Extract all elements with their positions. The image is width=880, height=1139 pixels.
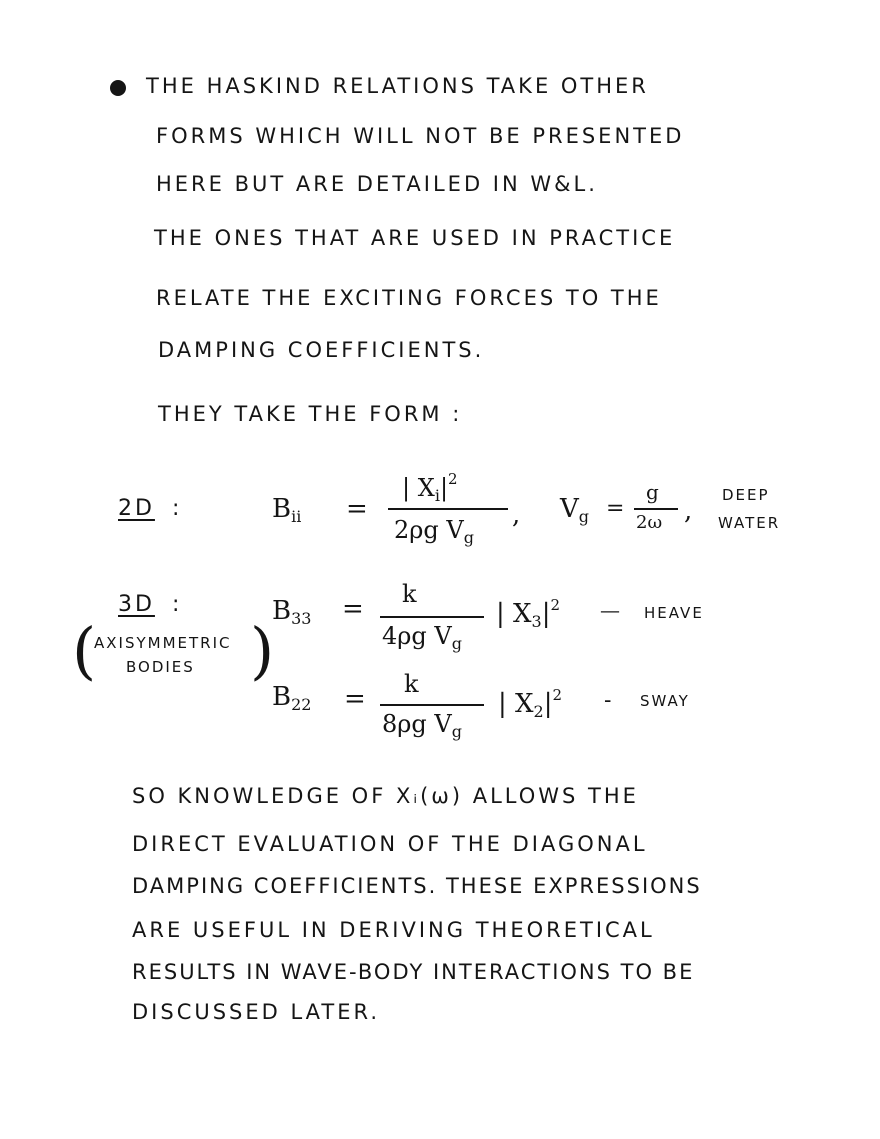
sway-den-subscript: g [451, 722, 462, 741]
text-line: DAMPING COEFFICIENTS. [158, 338, 485, 362]
sway-dash: - [604, 688, 612, 713]
b-22 [272, 682, 311, 714]
fraction-line [388, 508, 508, 510]
sway-numerator: k [404, 670, 419, 698]
sway-x2 [498, 686, 562, 721]
x-i-subscript: i [434, 486, 440, 505]
heave-den-text: 4ρg V [382, 622, 452, 650]
v-g-equals: = [606, 496, 625, 521]
label-3d-colon: : [172, 592, 183, 617]
deep-label: DEEP [722, 486, 770, 504]
heave-denominator [382, 622, 462, 653]
x-i-magnitude: | X [402, 474, 435, 502]
heave-equals: = [342, 594, 364, 624]
label-2d-colon: : [172, 496, 183, 521]
text-line: DISCUSSED LATER. [132, 1000, 381, 1024]
heave-numerator: k [402, 580, 417, 608]
b-ii [272, 494, 301, 526]
denominator-subscript: g [463, 528, 474, 547]
b-22-subscript: 22 [291, 695, 312, 714]
comma: , [512, 500, 521, 530]
fraction-numerator [402, 470, 458, 505]
b-33-symbol: B [272, 596, 292, 626]
x3-exponent: 2 [550, 596, 561, 614]
text-line: FORMS WHICH WILL NOT BE PRESENTED [156, 124, 685, 148]
b-33 [272, 596, 311, 628]
right-paren: ) [250, 614, 275, 687]
v-g-fraction-line [634, 508, 678, 510]
text-line: THE ONES THAT ARE USED IN PRACTICE [154, 226, 676, 250]
v-g-symbol: V [560, 494, 579, 524]
text-line: RESULTS IN WAVE-BODY INTERACTIONS TO BE [132, 960, 695, 984]
equals-sign: = [346, 494, 368, 524]
text-line: THE HASKIND RELATIONS TAKE OTHER [146, 74, 649, 98]
sway-denominator [382, 710, 462, 741]
bodies-label: BODIES [126, 658, 195, 676]
v-g-numerator: g [646, 480, 659, 504]
text-line: SO KNOWLEDGE OF Xᵢ(ω) ALLOWS THE [132, 784, 639, 808]
denominator-text: 2ρg V [394, 516, 464, 544]
b-33-subscript: 33 [291, 609, 312, 628]
sway-equals: = [344, 684, 366, 714]
x3-magnitude: | X [496, 599, 532, 629]
v-g-comma: , [684, 496, 693, 526]
text-line: HERE BUT ARE DETAILED IN W&L. [156, 172, 598, 196]
x2-bar: | [543, 689, 553, 719]
v-g-denominator: 2ω [636, 512, 663, 533]
water-label: WATER [718, 514, 781, 532]
v-g-subscript: g [578, 507, 590, 526]
fraction-denominator [394, 516, 474, 547]
label-3d: 3D [118, 592, 155, 617]
heave-label: HEAVE [644, 604, 704, 622]
text-line: RELATE THE EXCITING FORCES TO THE [156, 286, 662, 310]
sway-label: SWAY [640, 692, 690, 710]
x-i-exponent: 2 [448, 470, 458, 488]
left-paren: ( [72, 614, 97, 687]
text-line: ARE USEFUL IN DERIVING THEORETICAL [132, 918, 655, 942]
b-22-symbol: B [272, 682, 292, 712]
v-g [560, 494, 589, 526]
x-i-bar: | [439, 474, 449, 502]
heave-x3 [496, 596, 560, 631]
label-2d: 2D [118, 496, 155, 521]
bullet-icon [110, 80, 126, 96]
b-ii-subscript: ii [291, 507, 302, 526]
sway-den-text: 8ρg V [382, 710, 452, 738]
x2-subscript: 2 [533, 702, 544, 721]
x3-subscript: 3 [531, 612, 542, 631]
heave-den-subscript: g [451, 634, 462, 653]
x2-magnitude: | X [498, 689, 534, 719]
x2-exponent: 2 [552, 686, 563, 704]
heave-fraction-line [380, 616, 484, 618]
intro-line: THEY TAKE THE FORM : [158, 402, 463, 426]
text-line: DAMPING COEFFICIENTS. THESE EXPRESSIONS [132, 874, 702, 898]
axisymmetric-label: AXISYMMETRIC [94, 634, 232, 652]
text-line: DIRECT EVALUATION OF THE DIAGONAL [132, 832, 648, 856]
sway-fraction-line [380, 704, 484, 706]
heave-dash: — [600, 598, 620, 622]
x3-bar: | [541, 599, 551, 629]
b-ii-symbol: B [272, 494, 292, 524]
